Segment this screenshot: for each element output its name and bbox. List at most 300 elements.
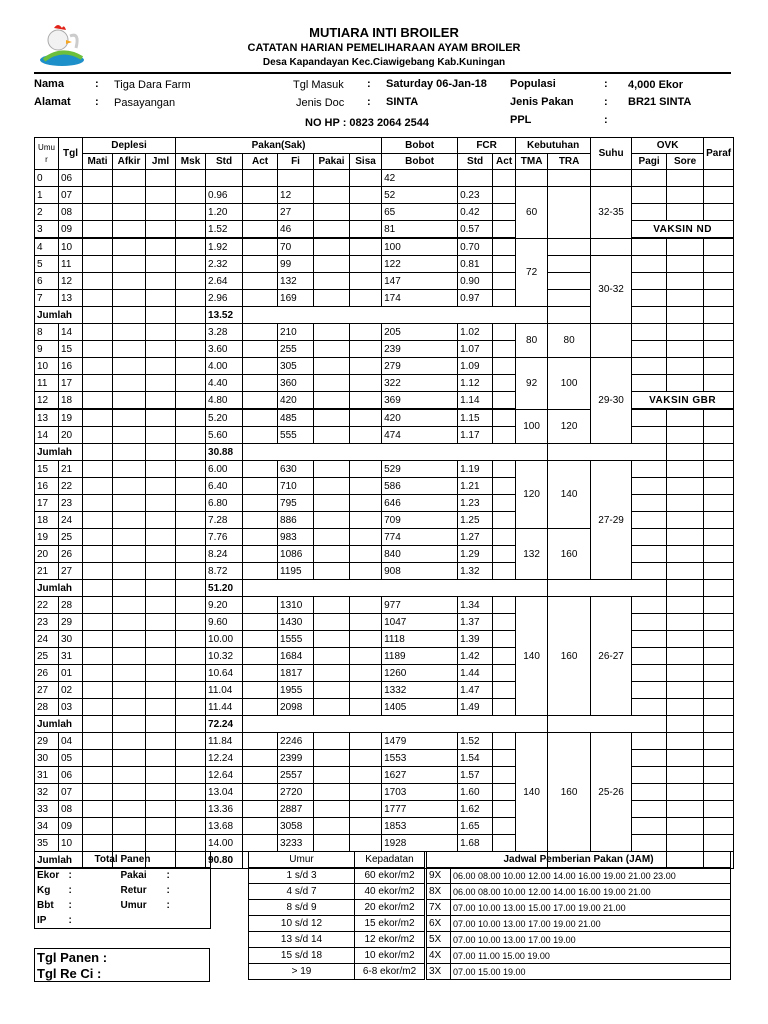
- jumlah-row: [35, 307, 734, 324]
- paraf-cell: [704, 784, 734, 801]
- empty-cell: [243, 256, 278, 273]
- ovk-sore-cell: [667, 478, 704, 495]
- empty-cell: [83, 495, 113, 512]
- tgl-cell: 09: [59, 221, 83, 239]
- empty-cell: [350, 461, 382, 478]
- kep-umur-cell: 13 s/d 14: [249, 932, 355, 948]
- empty-cell: [243, 818, 278, 835]
- empty-cell: [146, 290, 176, 307]
- paraf-cell: [704, 495, 734, 512]
- suhu-cell: 29-30: [591, 358, 632, 444]
- ovk-sore-cell: [667, 835, 704, 852]
- empty-cell: [243, 767, 278, 784]
- kep-umur-cell: 15 s/d 18: [249, 948, 355, 964]
- tgl-cell: 10: [59, 238, 83, 256]
- umur-cell: 32: [35, 784, 59, 801]
- empty-cell: [113, 170, 146, 187]
- empty-cell: [632, 307, 667, 324]
- tgl-cell: 03: [59, 699, 83, 716]
- ovk-sore-cell: [667, 733, 704, 750]
- umur-cell: 29: [35, 733, 59, 750]
- empty-cell: [113, 682, 146, 699]
- empty-cell: [146, 529, 176, 546]
- header-suhu: Suhu: [591, 138, 632, 170]
- fcr-std-cell: 1.65: [458, 818, 493, 835]
- empty-cell: [83, 392, 113, 410]
- tgl-cell: 15: [59, 341, 83, 358]
- kepadatan-row: [249, 900, 425, 916]
- fi-cell: 1555: [278, 631, 314, 648]
- empty-cell: [493, 392, 516, 410]
- empty-cell: [146, 512, 176, 529]
- empty-cell: [176, 784, 206, 801]
- kep-umur-cell: 1 s/d 3: [249, 868, 355, 884]
- tma-cell: 132: [516, 529, 548, 580]
- fcr-std-cell: 0.23: [458, 187, 493, 204]
- umur-cell: 23: [35, 614, 59, 631]
- jadwal-pakan-table: [426, 851, 731, 980]
- header-mati: Mati: [83, 154, 113, 170]
- header-sisa: Sisa: [350, 154, 382, 170]
- empty-cell: [146, 221, 176, 239]
- paraf-cell: [704, 238, 734, 256]
- empty-cell: [176, 290, 206, 307]
- paraf-cell: [704, 204, 734, 221]
- header-pakan: Pakan(Sak): [176, 138, 382, 154]
- suhu-cell: 25-26: [591, 733, 632, 852]
- umur-cell: 18: [35, 512, 59, 529]
- empty-cell: [667, 716, 704, 733]
- fi-cell: 210: [278, 324, 314, 341]
- jadwal-row: [427, 932, 731, 948]
- umur-cell: 5: [35, 256, 59, 273]
- jumlah-value: 30.88: [206, 444, 243, 461]
- empty-cell: [176, 461, 206, 478]
- empty-cell: [243, 784, 278, 801]
- empty-cell: [493, 733, 516, 750]
- empty-cell: [83, 512, 113, 529]
- empty-cell: [493, 204, 516, 221]
- header-pakai: Pakai: [314, 154, 350, 170]
- fi-cell: 70: [278, 238, 314, 256]
- paraf-cell: [704, 648, 734, 665]
- empty-cell: [350, 238, 382, 256]
- empty-cell: [146, 170, 176, 187]
- tgl-cell: 13: [59, 290, 83, 307]
- page-subtitle: CATATAN HARIAN PEMELIHARAAN AYAM BROILER: [247, 42, 521, 54]
- empty-cell: [243, 682, 278, 699]
- paraf-cell: [704, 835, 734, 852]
- bobot-cell: 147: [382, 273, 458, 290]
- empty-cell: [314, 478, 350, 495]
- ovk-pagi-cell: [632, 614, 667, 631]
- bbt-label: Bbt: [37, 900, 54, 911]
- fcr-std-cell: 1.52: [458, 733, 493, 750]
- kep-density-cell: 60 ekor/m2: [355, 868, 425, 884]
- empty-cell: [350, 187, 382, 204]
- tgl-cell: 19: [59, 409, 83, 427]
- jenis-doc-value: SINTA: [386, 96, 419, 108]
- tgl-cell: 21: [59, 461, 83, 478]
- empty-cell: [493, 495, 516, 512]
- empty-cell: [176, 375, 206, 392]
- empty-cell: [146, 631, 176, 648]
- ovk-pagi-cell: [632, 546, 667, 563]
- retur-label: Retur: [120, 885, 147, 896]
- header-kebutuhan: Kebutuhan: [516, 138, 591, 154]
- empty-cell: [350, 341, 382, 358]
- fi-cell: 2557: [278, 767, 314, 784]
- empty-cell: [493, 665, 516, 682]
- bobot-cell: 239: [382, 341, 458, 358]
- kep-header-umur: Umur: [249, 852, 355, 868]
- ovk-pagi-cell: [632, 409, 667, 427]
- umur-cell: 4: [35, 238, 59, 256]
- colon: :: [166, 870, 170, 881]
- empty-cell: [83, 324, 113, 341]
- empty-cell: [548, 716, 667, 733]
- bobot-cell: 369: [382, 392, 458, 410]
- bobot-cell: 1553: [382, 750, 458, 767]
- empty-cell: [314, 563, 350, 580]
- colon: :: [68, 885, 72, 896]
- empty-cell: [350, 784, 382, 801]
- kep-density-cell: 6-8 ekor/m2: [355, 964, 425, 980]
- daily-record-table: [34, 137, 734, 869]
- ovk-sore-cell: [667, 409, 704, 427]
- bobot-cell: 52: [382, 187, 458, 204]
- paraf-cell: [704, 512, 734, 529]
- kep-header-kepadatan: Kepadatan: [355, 852, 425, 868]
- empty-cell: [83, 767, 113, 784]
- empty-cell: [243, 580, 548, 597]
- empty-cell: [176, 682, 206, 699]
- empty-cell: [176, 187, 206, 204]
- empty-cell: [704, 716, 734, 733]
- fi-cell: 2399: [278, 750, 314, 767]
- empty-cell: [113, 461, 146, 478]
- colon: :: [367, 78, 371, 90]
- paraf-cell: [704, 427, 734, 444]
- empty-cell: [243, 648, 278, 665]
- total-panen-box: [34, 851, 211, 929]
- empty-cell: [176, 733, 206, 750]
- ovk-sore-cell: [667, 750, 704, 767]
- empty-cell: [314, 375, 350, 392]
- colon: :: [166, 900, 170, 911]
- empty-cell: [704, 444, 734, 461]
- fi-cell: 1817: [278, 665, 314, 682]
- umur-cell: 11: [35, 375, 59, 392]
- pakan-std-cell: 1.92: [206, 238, 243, 256]
- empty-cell: [314, 170, 350, 187]
- tma-cell: 140: [516, 733, 548, 852]
- empty-cell: [176, 427, 206, 444]
- empty-cell: [548, 290, 591, 307]
- fcr-std-cell: 1.54: [458, 750, 493, 767]
- empty-cell: [146, 682, 176, 699]
- jadwal-freq-cell: 7X: [427, 900, 451, 916]
- tgl-reci-label: Tgl Re Ci :: [37, 965, 102, 981]
- empty-cell: [176, 341, 206, 358]
- fi-cell: 555: [278, 427, 314, 444]
- empty-cell: [350, 546, 382, 563]
- tgl-cell: 08: [59, 204, 83, 221]
- empty-cell: [83, 478, 113, 495]
- ovk-sore-cell: [667, 767, 704, 784]
- empty-cell: [350, 750, 382, 767]
- paraf-cell: [704, 341, 734, 358]
- page-title: MUTIARA INTI BROILER: [309, 25, 459, 40]
- umur-cell: 34: [35, 818, 59, 835]
- pakan-std-cell: 7.28: [206, 512, 243, 529]
- empty-cell: [83, 290, 113, 307]
- empty-cell: [243, 444, 548, 461]
- bobot-cell: 586: [382, 478, 458, 495]
- fi-cell: 255: [278, 341, 314, 358]
- fi-cell: 169: [278, 290, 314, 307]
- bobot-cell: 1703: [382, 784, 458, 801]
- ovk-sore-cell: [667, 461, 704, 478]
- empty-cell: [113, 427, 146, 444]
- umur-cell: 14: [35, 427, 59, 444]
- fi-cell: 485: [278, 409, 314, 427]
- empty-cell: [176, 238, 206, 256]
- vaksin-label: VAKSIN GBR: [632, 392, 734, 410]
- bobot-cell: 279: [382, 358, 458, 375]
- jadwal-freq-cell: 8X: [427, 884, 451, 900]
- suhu-cell: 30-32: [591, 256, 632, 324]
- tma-cell: 92: [516, 358, 548, 410]
- fcr-std-cell: 1.09: [458, 358, 493, 375]
- kepadatan-row: [249, 916, 425, 932]
- empty-cell: [350, 682, 382, 699]
- empty-cell: [243, 221, 278, 239]
- empty-cell: [548, 580, 667, 597]
- pakan-std-cell: 13.36: [206, 801, 243, 818]
- empty-cell: [83, 614, 113, 631]
- paraf-cell: [704, 256, 734, 273]
- empty-cell: [146, 478, 176, 495]
- ip-label: IP: [37, 915, 47, 926]
- kg-label: Kg: [37, 885, 51, 896]
- empty-cell: [350, 631, 382, 648]
- empty-cell: [146, 546, 176, 563]
- fcr-std-cell: 1.27: [458, 529, 493, 546]
- populasi-value: 4,000 Ekor: [628, 79, 684, 91]
- paraf-cell: [704, 665, 734, 682]
- tgl-cell: 22: [59, 478, 83, 495]
- jadwal-times-cell: 07.00 10.00 13.00 17.00 19.00 21.00: [451, 916, 731, 932]
- empty-cell: [113, 444, 146, 461]
- table-row: [35, 170, 734, 187]
- empty-cell: [113, 187, 146, 204]
- empty-cell: [176, 170, 206, 187]
- header-divider: [34, 72, 731, 74]
- tgl-cell: 30: [59, 631, 83, 648]
- empty-cell: [146, 358, 176, 375]
- empty-cell: [113, 563, 146, 580]
- empty-cell: [350, 614, 382, 631]
- empty-cell: [146, 495, 176, 512]
- tgl-cell: 27: [59, 563, 83, 580]
- jumlah-value: 51.20: [206, 580, 243, 597]
- pakan-std-cell: 5.60: [206, 427, 243, 444]
- umur-cell: 0: [35, 170, 59, 187]
- empty-cell: [176, 648, 206, 665]
- bobot-cell: 81: [382, 221, 458, 239]
- empty-cell: [83, 238, 113, 256]
- jenis-pakan-value: BR21 SINTA: [628, 96, 692, 108]
- bobot-cell: 1118: [382, 631, 458, 648]
- paraf-cell: [704, 478, 734, 495]
- empty-cell: [314, 665, 350, 682]
- empty-cell: [243, 204, 278, 221]
- tgl-cell: 01: [59, 665, 83, 682]
- empty-cell: [314, 324, 350, 341]
- empty-cell: [113, 392, 146, 410]
- kepadatan-row: [249, 868, 425, 884]
- fi-cell: 795: [278, 495, 314, 512]
- empty-cell: [493, 341, 516, 358]
- kepadatan-row: [249, 964, 425, 980]
- empty-cell: [350, 801, 382, 818]
- empty-cell: [493, 699, 516, 716]
- ovk-sore-cell: [667, 631, 704, 648]
- jadwal-times-cell: 06.00 08.00 10.00 12.00 14.00 16.00 19.00 21.00: [451, 884, 731, 900]
- ovk-pagi-cell: [632, 324, 667, 341]
- empty-cell: [493, 767, 516, 784]
- bobot-cell: 1260: [382, 665, 458, 682]
- empty-cell: [243, 170, 278, 187]
- ovk-pagi-cell: [632, 290, 667, 307]
- bobot-cell: 1853: [382, 818, 458, 835]
- empty-cell: [83, 818, 113, 835]
- empty-cell: [516, 170, 548, 187]
- empty-cell: [350, 290, 382, 307]
- tma-cell: 140: [516, 597, 548, 716]
- tgl-cell: 16: [59, 358, 83, 375]
- pakan-std-cell: 13.68: [206, 818, 243, 835]
- empty-cell: [243, 324, 278, 341]
- jadwal-row: [427, 900, 731, 916]
- empty-cell: [83, 187, 113, 204]
- fcr-std-cell: 1.07: [458, 341, 493, 358]
- empty-cell: [493, 835, 516, 852]
- ovk-pagi-cell: [632, 563, 667, 580]
- bobot-cell: 474: [382, 427, 458, 444]
- empty-cell: [146, 256, 176, 273]
- bobot-cell: 174: [382, 290, 458, 307]
- ovk-pagi-cell: [632, 801, 667, 818]
- tgl-cell: 18: [59, 392, 83, 410]
- umur-cell: 6: [35, 273, 59, 290]
- tgl-cell: 02: [59, 682, 83, 699]
- ekor-label: Ekor: [37, 870, 60, 881]
- bobot-cell: 1332: [382, 682, 458, 699]
- fi-cell: 2246: [278, 733, 314, 750]
- tma-cell: 120: [516, 461, 548, 529]
- jadwal-row: [427, 884, 731, 900]
- tgl-cell: 05: [59, 750, 83, 767]
- ppl-label: PPL: [510, 114, 532, 126]
- umur-cell: 16: [35, 478, 59, 495]
- empty-cell: [146, 614, 176, 631]
- empty-cell: [704, 580, 734, 597]
- tgl-cell: 14: [59, 324, 83, 341]
- pakan-std-cell: 6.00: [206, 461, 243, 478]
- tgl-cell: 25: [59, 529, 83, 546]
- jumlah-value: 72.24: [206, 716, 243, 733]
- header-afkir: Afkir: [113, 154, 146, 170]
- header-deplesi: Deplesi: [83, 138, 176, 154]
- empty-cell: [314, 341, 350, 358]
- jadwal-freq-cell: 5X: [427, 932, 451, 948]
- umur-cell: 12: [35, 392, 59, 410]
- ovk-sore-cell: [667, 784, 704, 801]
- jadwal-freq-cell: 6X: [427, 916, 451, 932]
- empty-cell: [146, 409, 176, 427]
- paraf-cell: [704, 563, 734, 580]
- empty-cell: [83, 221, 113, 239]
- ovk-sore-cell: [667, 375, 704, 392]
- pakan-std-cell: 8.24: [206, 546, 243, 563]
- pakan-std-cell: 2.32: [206, 256, 243, 273]
- empty-cell: [176, 307, 206, 324]
- empty-cell: [314, 750, 350, 767]
- bobot-cell: 1047: [382, 614, 458, 631]
- paraf-cell: [704, 187, 734, 204]
- empty-cell: [113, 733, 146, 750]
- tgl-cell: 12: [59, 273, 83, 290]
- empty-cell: [350, 273, 382, 290]
- table-row: [35, 358, 734, 375]
- bobot-cell: 1928: [382, 835, 458, 852]
- fi-cell: 2720: [278, 784, 314, 801]
- fi-cell: 710: [278, 478, 314, 495]
- paraf-cell: [704, 358, 734, 375]
- empty-cell: [83, 648, 113, 665]
- paraf-cell: [704, 614, 734, 631]
- bobot-cell: 1479: [382, 733, 458, 750]
- empty-cell: [113, 495, 146, 512]
- table-row: [35, 461, 734, 478]
- fcr-std-cell: 0.57: [458, 221, 493, 239]
- empty-cell: [243, 238, 278, 256]
- fi-cell: 12: [278, 187, 314, 204]
- paraf-cell: [704, 461, 734, 478]
- fcr-std-cell: 1.15: [458, 409, 493, 427]
- suhu-cell: 32-35: [591, 187, 632, 239]
- pakan-std-cell: 6.40: [206, 478, 243, 495]
- tra-cell: 160: [548, 733, 591, 852]
- empty-cell: [176, 409, 206, 427]
- empty-cell: [176, 221, 206, 239]
- empty-cell: [176, 546, 206, 563]
- empty-cell: [83, 204, 113, 221]
- paraf-cell: [704, 801, 734, 818]
- header-sore: Sore: [667, 154, 704, 170]
- empty-cell: [591, 238, 632, 256]
- tgl-cell: 11: [59, 256, 83, 273]
- fcr-std-cell: 1.60: [458, 784, 493, 801]
- paraf-cell: [704, 170, 734, 187]
- ovk-sore-cell: [667, 563, 704, 580]
- empty-cell: [493, 461, 516, 478]
- empty-cell: [314, 648, 350, 665]
- tma-cell: 72: [516, 238, 548, 307]
- empty-cell: [314, 733, 350, 750]
